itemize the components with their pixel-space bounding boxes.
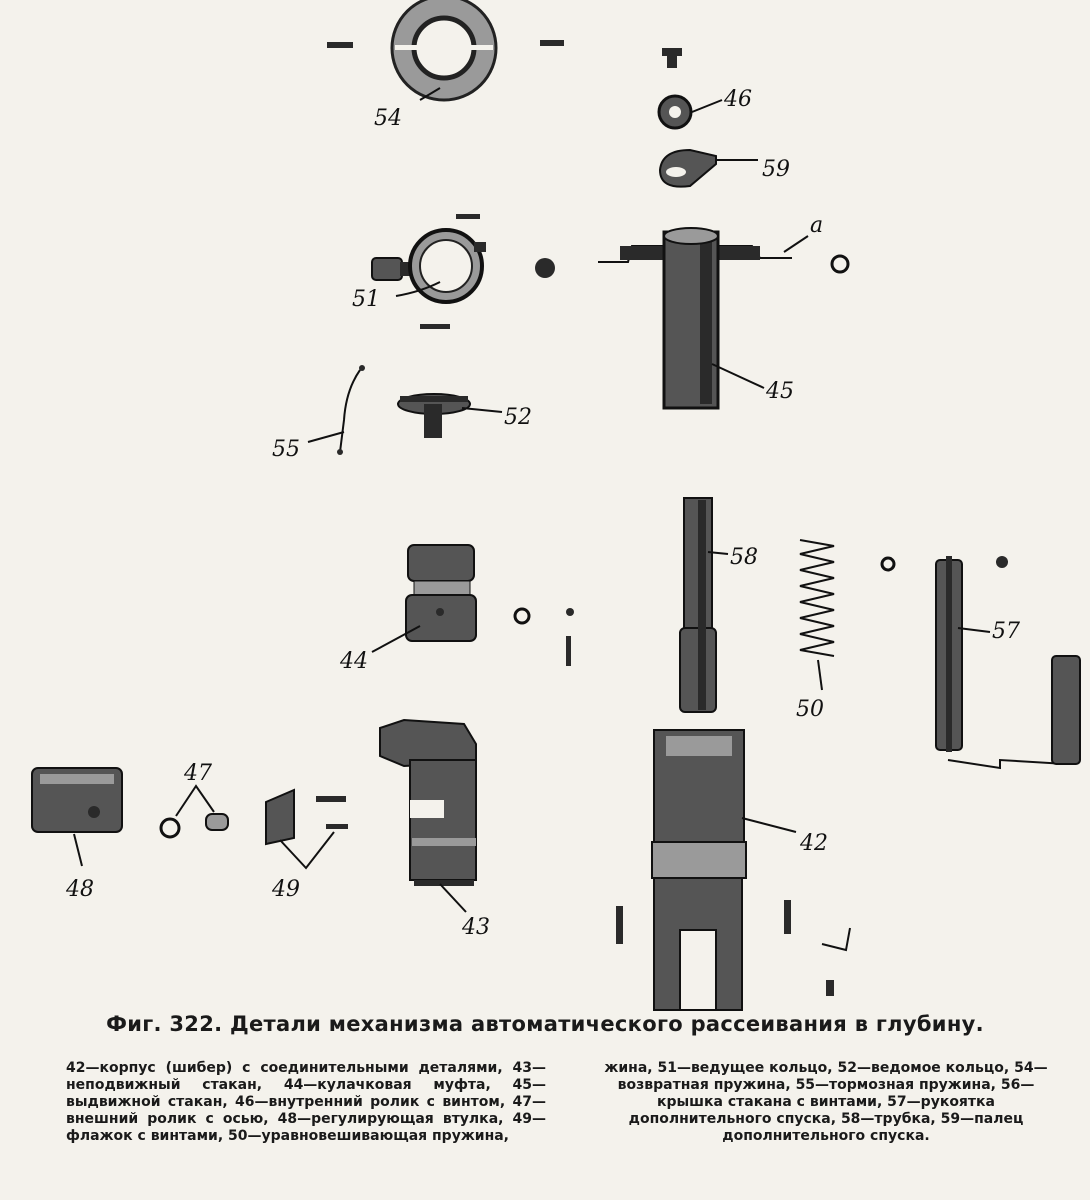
label-51: 51 [352,287,380,312]
screw-icon [826,980,834,996]
part-51-driving-ring [372,230,486,302]
legend-column-right: жина, 51—ведущее кольцо, 52—ведомое кольцо, 54—возвратная пружина, 55—тормозная пружина, 56—крышка стакана с винтами, 57—рукоятка дополнительного спуска, 58—трубка, 59—палец дополнительного спуска. [604,1060,1048,1144]
part-46-inner-roller [659,96,691,128]
label-46: 46 [724,87,752,112]
label-58: 58 [730,545,758,570]
leader-a [784,236,808,252]
part-55-brake-spring [340,370,360,452]
leader-48 [74,834,82,866]
figure-caption: Фиг. 322. Детали механизма автоматического рассеивания в глубину. [106,1012,984,1036]
label-54: 54 [374,106,402,131]
part-44-cam-coupling [406,545,476,641]
label-42: 42 [800,831,828,856]
part-54-return-spring [327,0,564,100]
label-45: 45 [766,379,794,404]
leader-50 [818,660,822,690]
label-47: 47 [184,761,212,786]
label-55: 55 [272,437,300,462]
part-57-release-handle [936,556,1080,768]
label-57: 57 [992,619,1020,644]
screw-icon [784,900,791,934]
leader-52 [462,408,502,412]
part-50-balancing-spring [800,540,834,656]
label-52: 52 [504,405,532,430]
part-43-fixed-cup [380,720,476,886]
part-49-flag [266,790,348,844]
screw-icon [662,48,682,68]
part-58-tube [680,498,716,712]
screw-icon [616,906,623,944]
label-59: 59 [762,157,790,182]
leader-47 [176,786,214,816]
label-50: 50 [796,697,824,722]
label-43: 43 [462,915,490,940]
parts-legend [66,1060,1066,1188]
label-a: a [810,213,824,238]
label-44: 44 [340,649,368,674]
part-42-body [652,730,746,1010]
leader-46 [692,100,722,112]
leader-45 [712,364,764,388]
leader-42 [742,818,796,832]
part-59-release-finger [660,150,716,187]
part-45-sliding-cup [598,228,792,408]
label-48: 48 [66,877,94,902]
label-49: 49 [272,877,300,902]
part-48-adjusting-sleeve [32,768,122,832]
part-47-outer-roller [161,814,228,837]
legend-column-left: 42—корпус (шибер) с соединительными деталями, 43—неподвижный стакан, 44—кулачковая муфта, 45—выдвижной стакан, 46—внутренний ролик с винтом, 47—внешний ролик с осью, 48—регулирующая втулка, 49—флажок с винтами, 50—уравновешивающая пружина, [66,1060,546,1144]
leader-55 [308,432,344,442]
part-52-driven-ring [398,394,470,438]
hook-pin-icon [822,928,850,950]
leader-43 [440,884,466,912]
